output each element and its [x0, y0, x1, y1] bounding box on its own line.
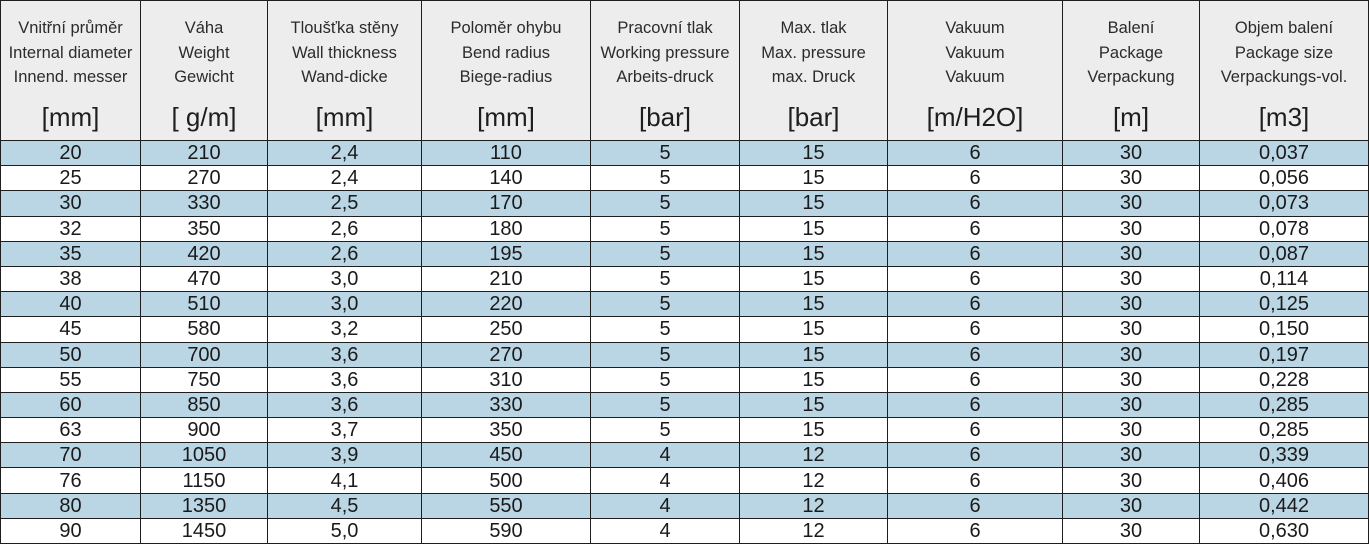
cell-wall-thickness: 5,0: [268, 518, 422, 543]
cell-wall-thickness: 2,6: [268, 216, 422, 241]
cell-wall-thickness: 3,9: [268, 443, 422, 468]
column-label-de: Gewicht: [174, 68, 234, 86]
column-label-de: Biege-radius: [459, 68, 553, 86]
cell-internal-diameter: 70: [1, 443, 141, 468]
cell-weight: 900: [141, 418, 268, 443]
column-header-max-pressure: [740, 1, 888, 141]
cell-bend-radius: 170: [422, 191, 591, 216]
column-unit: [mm]: [477, 101, 535, 132]
column-unit: [m/H2O]: [926, 101, 1024, 132]
cell-wall-thickness: 3,7: [268, 418, 422, 443]
cell-internal-diameter: 30: [1, 191, 141, 216]
cell-working-pressure: 4: [591, 518, 740, 543]
cell-max-pressure: 12: [740, 443, 888, 468]
cell-max-pressure: 15: [740, 141, 888, 166]
cell-package: 30: [1063, 443, 1200, 468]
cell-working-pressure: 4: [591, 493, 740, 518]
cell-weight: 850: [141, 392, 268, 417]
column-header-weight: [141, 1, 268, 141]
column-unit: [m]: [1112, 101, 1150, 132]
cell-package: 30: [1063, 241, 1200, 266]
cell-package-size: 0,228: [1200, 367, 1369, 392]
table-row: [1, 292, 1369, 317]
cell-bend-radius: 220: [422, 292, 591, 317]
column-label-cs: Tloušťka stěny: [290, 19, 399, 37]
cell-vacuum: 6: [888, 317, 1063, 342]
cell-package-size: 0,078: [1200, 216, 1369, 241]
cell-max-pressure: 15: [740, 216, 888, 241]
table-row: [1, 166, 1369, 191]
cell-max-pressure: 15: [740, 317, 888, 342]
column-label-en: Package: [1098, 43, 1164, 62]
cell-weight: 1450: [141, 518, 268, 543]
cell-internal-diameter: 55: [1, 367, 141, 392]
cell-vacuum: 6: [888, 241, 1063, 266]
column-header-package: [1063, 1, 1200, 141]
cell-working-pressure: 5: [591, 166, 740, 191]
cell-weight: 580: [141, 317, 268, 342]
cell-package: 30: [1063, 367, 1200, 392]
cell-vacuum: 6: [888, 367, 1063, 392]
cell-internal-diameter: 38: [1, 266, 141, 291]
cell-bend-radius: 250: [422, 317, 591, 342]
cell-bend-radius: 140: [422, 166, 591, 191]
cell-package: 30: [1063, 317, 1200, 342]
column-label-de: Vakuum: [945, 68, 1005, 86]
cell-internal-diameter: 20: [1, 141, 141, 166]
cell-vacuum: 6: [888, 266, 1063, 291]
header-row: [1, 1, 1369, 141]
cell-vacuum: 6: [888, 443, 1063, 468]
cell-working-pressure: 5: [591, 292, 740, 317]
column-label-cs: Váha: [184, 19, 224, 37]
cell-weight: 330: [141, 191, 268, 216]
table-row: [1, 241, 1369, 266]
cell-vacuum: 6: [888, 392, 1063, 417]
cell-package: 30: [1063, 191, 1200, 216]
cell-vacuum: 6: [888, 216, 1063, 241]
cell-bend-radius: 110: [422, 141, 591, 166]
cell-bend-radius: 310: [422, 367, 591, 392]
cell-package-size: 0,037: [1200, 141, 1369, 166]
cell-max-pressure: 15: [740, 342, 888, 367]
cell-wall-thickness: 3,2: [268, 317, 422, 342]
cell-bend-radius: 330: [422, 392, 591, 417]
cell-vacuum: 6: [888, 292, 1063, 317]
cell-working-pressure: 5: [591, 418, 740, 443]
cell-package: 30: [1063, 518, 1200, 543]
column-label-cs: Poloměr ohybu: [450, 19, 562, 37]
cell-max-pressure: 15: [740, 191, 888, 216]
column-label-de: Wand-dicke: [301, 68, 388, 86]
cell-internal-diameter: 32: [1, 216, 141, 241]
column-unit: [bar]: [787, 101, 840, 132]
table-row: [1, 418, 1369, 443]
cell-weight: 210: [141, 141, 268, 166]
cell-weight: 1150: [141, 468, 268, 493]
cell-weight: 1350: [141, 493, 268, 518]
cell-max-pressure: 12: [740, 468, 888, 493]
column-unit: [mm]: [315, 101, 374, 132]
cell-package-size: 0,339: [1200, 443, 1369, 468]
column-header-package-size: [1200, 1, 1369, 141]
cell-package: 30: [1063, 166, 1200, 191]
cell-internal-diameter: 63: [1, 418, 141, 443]
column-unit: [bar]: [638, 101, 692, 132]
cell-weight: 700: [141, 342, 268, 367]
cell-weight: 470: [141, 266, 268, 291]
column-unit: [m3]: [1258, 101, 1310, 132]
cell-weight: 270: [141, 166, 268, 191]
cell-package: 30: [1063, 216, 1200, 241]
column-label-en: Working pressure: [600, 43, 730, 62]
cell-package-size: 0,406: [1200, 468, 1369, 493]
cell-internal-diameter: 45: [1, 317, 141, 342]
cell-wall-thickness: 3,0: [268, 292, 422, 317]
cell-working-pressure: 5: [591, 392, 740, 417]
table-row: [1, 493, 1369, 518]
cell-vacuum: 6: [888, 493, 1063, 518]
cell-wall-thickness: 4,1: [268, 468, 422, 493]
cell-package-size: 0,056: [1200, 166, 1369, 191]
cell-max-pressure: 12: [740, 518, 888, 543]
cell-internal-diameter: 35: [1, 241, 141, 266]
table-row: [1, 443, 1369, 468]
cell-package: 30: [1063, 141, 1200, 166]
column-label-cs: Max. tlak: [780, 19, 847, 37]
cell-working-pressure: 5: [591, 141, 740, 166]
cell-wall-thickness: 3,6: [268, 367, 422, 392]
cell-package: 30: [1063, 266, 1200, 291]
column-label-de: Verpackungs-vol.: [1220, 68, 1348, 86]
cell-vacuum: 6: [888, 518, 1063, 543]
cell-package-size: 0,087: [1200, 241, 1369, 266]
cell-working-pressure: 5: [591, 342, 740, 367]
cell-working-pressure: 4: [591, 443, 740, 468]
cell-wall-thickness: 2,4: [268, 141, 422, 166]
cell-package: 30: [1063, 493, 1200, 518]
cell-max-pressure: 15: [740, 367, 888, 392]
table-row: [1, 141, 1369, 166]
cell-wall-thickness: 2,5: [268, 191, 422, 216]
column-label-cs: Objem balení: [1234, 19, 1334, 37]
table-row: [1, 468, 1369, 493]
table-row: [1, 191, 1369, 216]
cell-vacuum: 6: [888, 342, 1063, 367]
cell-weight: 350: [141, 216, 268, 241]
cell-internal-diameter: 80: [1, 493, 141, 518]
cell-working-pressure: 5: [591, 241, 740, 266]
cell-wall-thickness: 2,6: [268, 241, 422, 266]
column-label-en: Package size: [1234, 43, 1334, 62]
cell-max-pressure: 12: [740, 493, 888, 518]
cell-vacuum: 6: [888, 141, 1063, 166]
cell-wall-thickness: 3,6: [268, 342, 422, 367]
column-unit: [ g/m]: [171, 101, 237, 132]
cell-vacuum: 6: [888, 418, 1063, 443]
table-header: [1, 1, 1369, 141]
cell-package-size: 0,285: [1200, 392, 1369, 417]
column-label-de: Innend. messer: [13, 68, 128, 86]
cell-working-pressure: 5: [591, 216, 740, 241]
table-row: [1, 392, 1369, 417]
column-unit: [mm]: [41, 101, 100, 132]
column-label-en: Weight: [178, 43, 230, 62]
cell-max-pressure: 15: [740, 292, 888, 317]
cell-package: 30: [1063, 292, 1200, 317]
column-label-en: Wall thickness: [292, 43, 397, 62]
cell-vacuum: 6: [888, 166, 1063, 191]
cell-bend-radius: 350: [422, 418, 591, 443]
column-header-vacuum: [888, 1, 1063, 141]
cell-working-pressure: 5: [591, 266, 740, 291]
cell-internal-diameter: 25: [1, 166, 141, 191]
cell-package-size: 0,073: [1200, 191, 1369, 216]
cell-package-size: 0,114: [1200, 266, 1369, 291]
cell-package-size: 0,630: [1200, 518, 1369, 543]
column-label-de: max. Druck: [771, 68, 856, 86]
cell-wall-thickness: 2,4: [268, 166, 422, 191]
cell-working-pressure: 5: [591, 317, 740, 342]
cell-weight: 750: [141, 367, 268, 392]
cell-working-pressure: 5: [591, 191, 740, 216]
cell-package: 30: [1063, 342, 1200, 367]
table-body: [1, 141, 1369, 544]
cell-bend-radius: 270: [422, 342, 591, 367]
cell-working-pressure: 5: [591, 367, 740, 392]
cell-weight: 1050: [141, 443, 268, 468]
column-label-en: Max. pressure: [761, 43, 866, 62]
cell-wall-thickness: 3,0: [268, 266, 422, 291]
column-header-internal-diameter: [1, 1, 141, 141]
cell-package-size: 0,125: [1200, 292, 1369, 317]
table-row: [1, 266, 1369, 291]
column-label-cs: Balení: [1107, 19, 1155, 37]
cell-package-size: 0,150: [1200, 317, 1369, 342]
column-label-de: Arbeits-druck: [616, 68, 714, 86]
column-label-cs: Pracovní tlak: [617, 19, 713, 37]
table-row: [1, 518, 1369, 543]
cell-package-size: 0,197: [1200, 342, 1369, 367]
cell-vacuum: 6: [888, 191, 1063, 216]
cell-bend-radius: 550: [422, 493, 591, 518]
cell-bend-radius: 500: [422, 468, 591, 493]
cell-max-pressure: 15: [740, 418, 888, 443]
cell-internal-diameter: 90: [1, 518, 141, 543]
column-label-cs: Vakuum: [945, 19, 1005, 37]
cell-internal-diameter: 50: [1, 342, 141, 367]
cell-max-pressure: 15: [740, 392, 888, 417]
table-row: [1, 216, 1369, 241]
column-label-en: Internal diameter: [8, 43, 133, 62]
cell-package: 30: [1063, 468, 1200, 493]
table-row: [1, 317, 1369, 342]
cell-max-pressure: 15: [740, 241, 888, 266]
cell-weight: 420: [141, 241, 268, 266]
column-label-de: Verpackung: [1087, 68, 1175, 86]
column-header-bend-radius: [422, 1, 591, 141]
column-header-working-pressure: [591, 1, 740, 141]
table-row: [1, 342, 1369, 367]
cell-wall-thickness: 4,5: [268, 493, 422, 518]
cell-wall-thickness: 3,6: [268, 392, 422, 417]
cell-vacuum: 6: [888, 468, 1063, 493]
cell-package-size: 0,285: [1200, 418, 1369, 443]
column-label-en: Bend radius: [461, 43, 551, 62]
cell-internal-diameter: 76: [1, 468, 141, 493]
cell-working-pressure: 4: [591, 468, 740, 493]
cell-bend-radius: 590: [422, 518, 591, 543]
cell-package: 30: [1063, 392, 1200, 417]
cell-package: 30: [1063, 418, 1200, 443]
column-header-wall-thickness: [268, 1, 422, 141]
cell-weight: 510: [141, 292, 268, 317]
cell-max-pressure: 15: [740, 266, 888, 291]
cell-bend-radius: 180: [422, 216, 591, 241]
cell-bend-radius: 450: [422, 443, 591, 468]
table-row: [1, 367, 1369, 392]
column-label-cs: Vnitřní průměr: [18, 19, 123, 37]
cell-internal-diameter: 40: [1, 292, 141, 317]
cell-internal-diameter: 60: [1, 392, 141, 417]
cell-bend-radius: 195: [422, 241, 591, 266]
column-label-en: Vakuum: [945, 43, 1005, 62]
cell-bend-radius: 210: [422, 266, 591, 291]
cell-package-size: 0,442: [1200, 493, 1369, 518]
cell-max-pressure: 15: [740, 166, 888, 191]
